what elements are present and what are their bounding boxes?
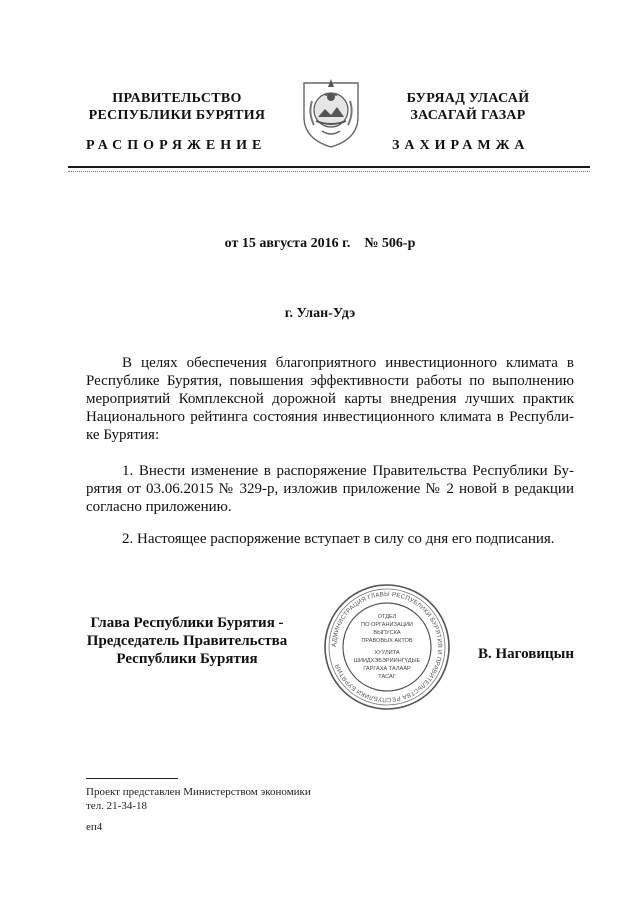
signatory-title-line3: Республики Бурятия <box>116 651 258 667</box>
footnote-submitted-by: Проект представлен Министерством экономики <box>86 786 311 798</box>
paragraph-item-1-text: 1. Внести изменение в распоряжение Правительства Республики Бу-рятия от 03.06.2015 № 329-р, изложив приложение № 2 новой в редакции согласно приложению. <box>86 463 574 515</box>
issuer-ru-line2: РЕСПУБЛИКИ БУРЯТИЯ <box>88 108 266 123</box>
city: г. Улан-Удэ <box>284 306 356 321</box>
issuer-bua <box>368 90 568 124</box>
svg-text:АДМИНИСТРАЦИЯ ГЛАВЫ РЕСПУБЛИКИ <box>331 591 443 703</box>
footnote-rule <box>86 778 178 779</box>
signatory-name: В. Наговицын <box>478 646 574 662</box>
official-seal-icon <box>322 582 452 712</box>
doc-type-bua: ЗАХИРАМЖА <box>392 138 530 153</box>
header-rule <box>68 166 590 168</box>
seal-line: ПО ОРГАНИЗАЦИИ <box>361 622 413 628</box>
footnote-phone: тел. 21-34-18 <box>86 800 148 812</box>
paragraph-item-2-text: 2. Настоящее распоряжение вступает в силу со дня его подписания. <box>122 531 555 547</box>
issuer-bua-line2: ЗАСАГАЙ ГАЗАР <box>410 108 526 123</box>
signatory-title <box>72 614 302 668</box>
seal-line: ВЫПУСКА <box>373 630 401 636</box>
header-dotted-rule <box>68 171 590 172</box>
doc-type-ru: РАСПОРЯЖЕНИЕ <box>86 138 267 153</box>
signatory-title-line2: Председатель Правительства <box>86 633 288 649</box>
paragraph-preamble-text: В целях обеспечения благоприятного инвестиционного климата в Республике Бурятия, повышения эффективности работы по выполнению мероприятий Комплексной дорожной карты внедрения лучших практик Национального рейтинга состояния инвестиционного климата в Республи-ке Бурятия: <box>86 355 574 443</box>
signatory-title-line1: Глава Республики Бурятия - <box>90 615 284 631</box>
seal-line: ГАРГАХА ТАЛААР <box>363 666 411 672</box>
seal-line: ТАСАГ <box>378 674 396 680</box>
issuer-ru <box>58 90 296 124</box>
coat-of-arms-icon <box>298 73 364 149</box>
seal-ring-text: АДМИНИСТРАЦИЯ ГЛАВЫ РЕСПУБЛИКИ БУРЯТИЯ И ПРАВИТЕЛЬСТВА РЕСПУБЛИКИ БУРЯТИЯ <box>330 590 444 704</box>
seal-line: ШИИДХЭБЭРИИНГҮДЫЕ <box>353 658 421 664</box>
seal-line: ПРАВОВЫХ АКТОВ <box>361 638 413 644</box>
paragraph-preamble <box>86 354 574 444</box>
seal-line: ОТДЕЛ <box>377 614 397 620</box>
paragraph-item-1 <box>86 462 574 516</box>
date-and-number: от 15 августа 2016 г. № 506-р <box>224 236 416 251</box>
paragraph-item-2 <box>86 530 574 548</box>
issuer-ru-line1: ПРАВИТЕЛЬСТВО <box>112 91 242 106</box>
issuer-bua-line1: БУРЯАД УЛАСАЙ <box>406 91 530 106</box>
seal-line: ХУУЛИТА <box>374 650 400 656</box>
footnote-code: еп4 <box>86 821 103 833</box>
